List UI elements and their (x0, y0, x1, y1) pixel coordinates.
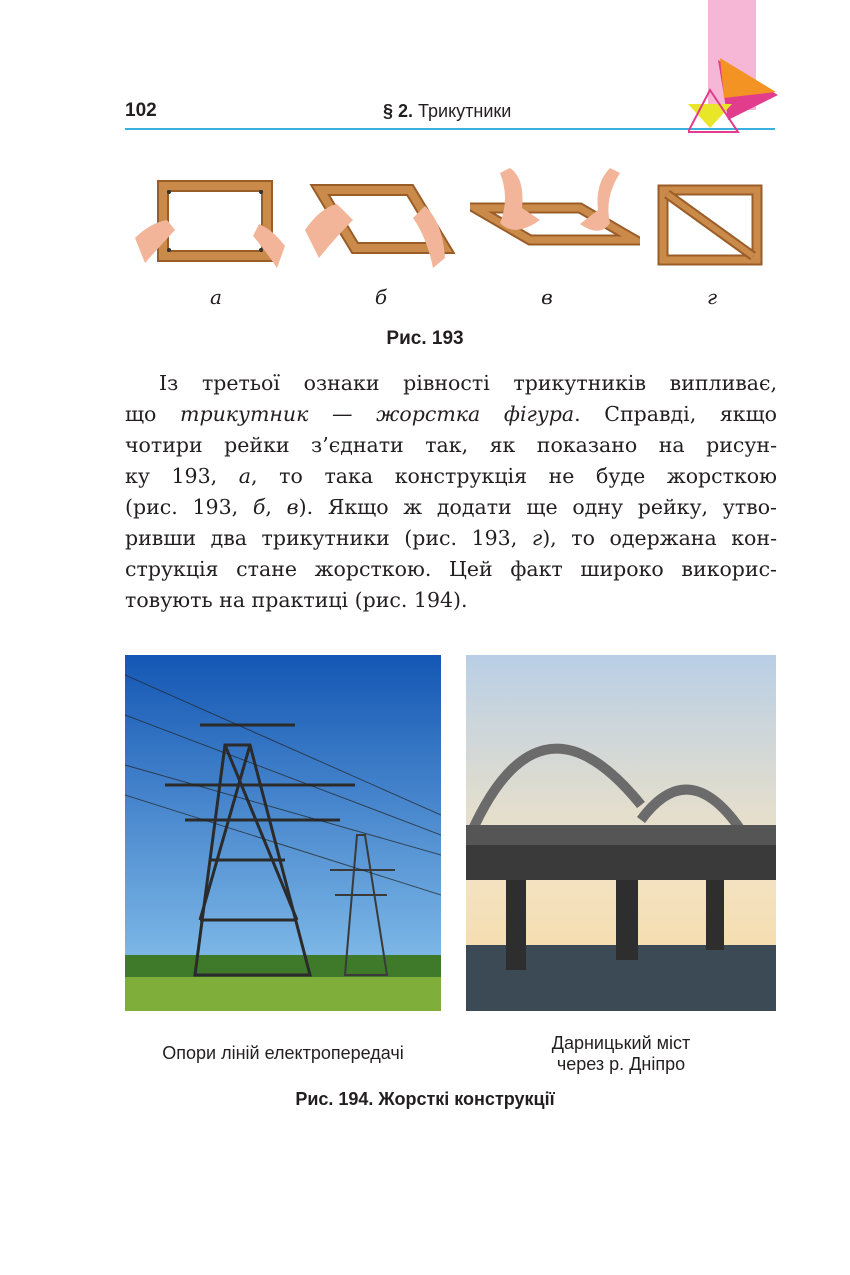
section-title (383, 101, 511, 122)
page-number: 102 (125, 100, 157, 121)
paragraph-line: товують на практиці (рис. 194). (125, 588, 468, 612)
frame-rectangle-image (135, 168, 285, 268)
paragraph-line: струкція стане жорсткою. Цей факт широко викорис- (125, 557, 777, 581)
darnytskyi-bridge-photo (466, 655, 776, 1011)
header-divider (125, 128, 775, 130)
italic-text: б (252, 495, 266, 519)
figure-label-b: б (374, 285, 388, 309)
section-number: § 2. (383, 101, 414, 121)
figure-193 (125, 168, 775, 278)
figure-label-g: г (706, 285, 718, 309)
paragraph-line: ривши два трикутники (рис. 193, г), то одержана кон- (125, 526, 777, 550)
figure-193-caption: Рис. 193 (386, 328, 464, 349)
frame-with-diagonal-image (655, 168, 765, 268)
italic-text: трикутник — жорстка фігура (180, 402, 575, 426)
bridge-caption-line2: через р. Дніпро (556, 1054, 686, 1074)
triangles-decoration (688, 0, 783, 135)
power-towers-caption: Опори ліній електропередачі (162, 1043, 404, 1063)
power-towers-photo (125, 655, 441, 1011)
figure-label-v: в (541, 285, 553, 309)
figure-194-caption: Рис. 194. Жорсткі конструкції (295, 1089, 555, 1109)
section-title-text: Трикутники (418, 101, 512, 121)
bridge-caption-line1: Дарницький міст (551, 1033, 691, 1053)
paragraph-line: що трикутник — жорстка фігура. Справді, якщо (125, 402, 778, 426)
paragraph-line: ку 193, а, то така конструкція не буде жорсткою (125, 464, 777, 488)
paragraph-line: чотири рейки з’єднати так, як показано на рисун- (125, 433, 777, 457)
page-header (125, 98, 775, 128)
bridge-caption (466, 1033, 776, 1075)
italic-text: а (238, 464, 252, 488)
paragraph-line: Із третьої ознаки рівності трикутників випливає, (159, 371, 777, 395)
frame-parallelogram-image (305, 168, 455, 268)
italic-text: г (531, 526, 543, 550)
frame-flattened-image (470, 168, 640, 268)
body-paragraph (125, 368, 777, 616)
paragraph-line: (рис. 193, б, в). Якщо ж додати ще одну рейку, утво- (125, 495, 777, 519)
figure-label-a: а (210, 285, 222, 309)
italic-text: в (286, 495, 299, 519)
